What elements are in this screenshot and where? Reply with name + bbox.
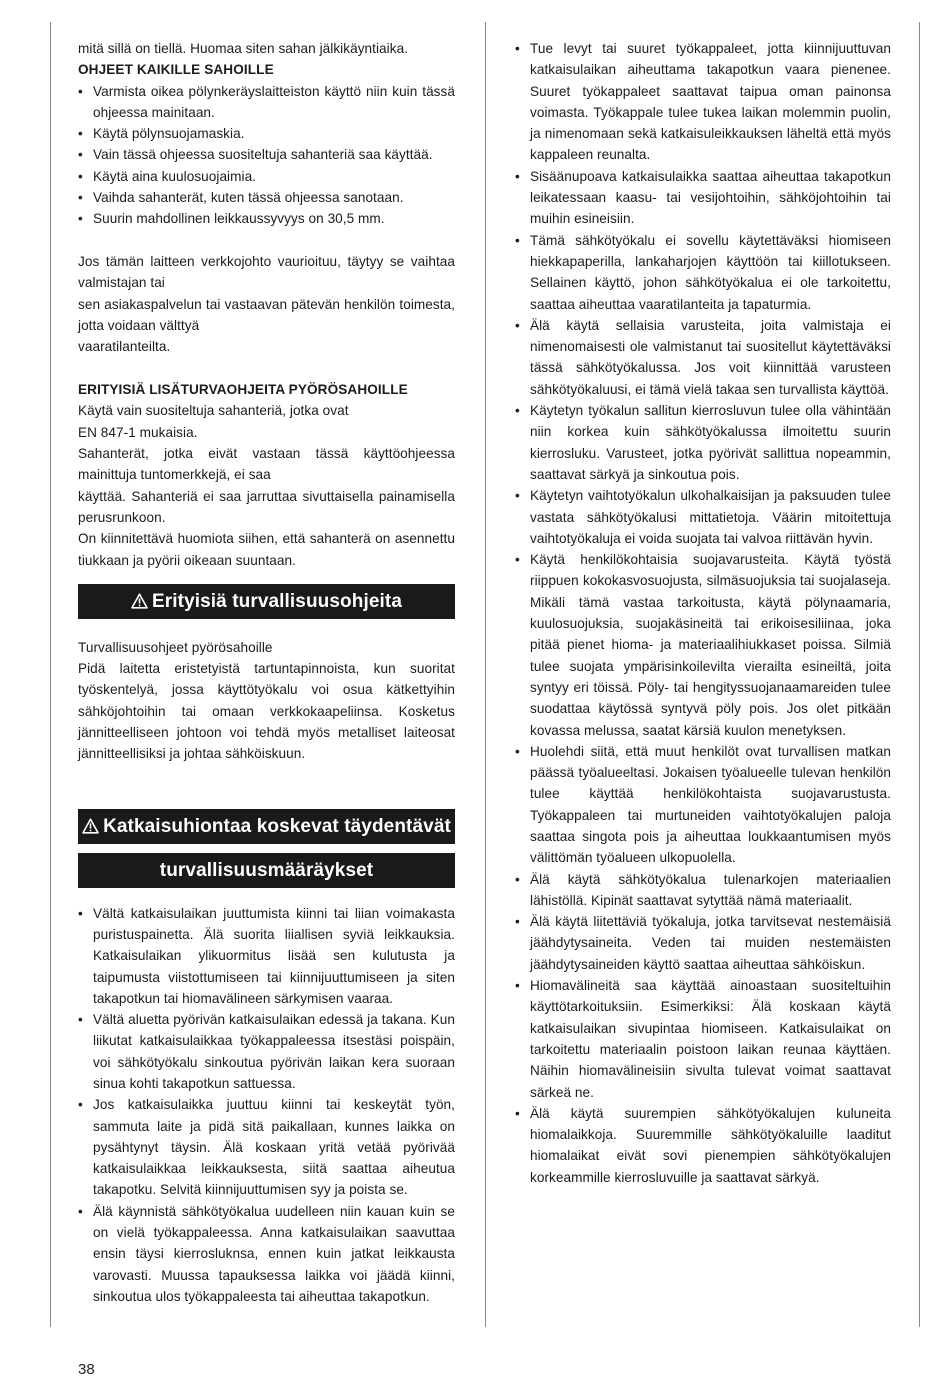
list-item: • Käytä pölynsuojamaskia. (78, 123, 455, 144)
list-item: • Tue levyt tai suuret työkappaleet, jotta kiinnijuuttuvan katkaisulaikan aiheuttama takapotkun vaara pienenee. Suuret työkappaleet saattavat taipua oman painonsa voimasta. Työkappale tulee tukea laikan molemmin puolin, ja nimenomaan sekä katkaisuleikkauksen läheltä että myös kappaleen reunalta. (515, 38, 891, 166)
cutting-safety-title-line2: turvallisuusmääräykset (159, 859, 374, 881)
cutting-list (78, 903, 455, 1308)
list-item: • Sisäänupoava katkaisulaikka saattaa aiheuttaa takapotkun leikatessaan kaasu- tai vesijohtoihin, sähköjohtoihin tai muihin esineisiin. (515, 166, 891, 230)
circular-line: Käytä vain suositeltuja sahanteriä, jotka ovat (78, 403, 349, 419)
list-item: • Jos katkaisulaikka juuttuu kiinni tai keskeytät työn, sammuta laite ja pidä sitä paikallaan, kunnes laikka on pysähtynyt täysin. Älä koskaan yritä vetää pyörivää katkaisulaikkaa leikkauksesta, siitä saattaa aiheutua takapotku. Selvitä kiinnijuuttumisen syy ja poista se. (78, 1094, 455, 1200)
special-paragraph: Pidä laitetta eristetyistä tartuntapinnoista, kun suoritat työskentelyä, jossa käyttötyökalu voi osua kätkettyihin sähköjohtoihin tai omaan verkkokaapeliinsa. Kosketus jännitteelliseen johtoon voi tehdä myös metalliset laiteosat jännitteellisiksi ja johtaa sähköiskuun. (78, 661, 455, 762)
left-column (78, 38, 455, 1307)
cord-paragraph-3: vaaratilanteilta. (78, 339, 171, 355)
special-safety-title: Erityisiä turvallisuusohjeita (152, 590, 402, 612)
special-subtitle: Turvallisuusohjeet pyörösahoille (78, 639, 273, 655)
list-item: • Hiomavälineitä saa käyttää ainoastaan suositeltuihin käyttötarkoituksiin. Esimerkiksi: Älä koskaan käytä katkaisulaikan sivupintaa hiomiseen. Katkaisulaikat on tarkoitettu materiaalin poistoon laikan reunaa käyttäen. Näihin hiomavälineisiin sivulta tulevat voimat saattavat särkeä ne. (515, 975, 891, 1103)
list-item: • Vältä katkaisulaikan juuttumista kiinni tai liian voimakasta puristuspainetta. Älä suorita liiallisen syviä leikkauksia. Katkaisulaikan ylikuormitus lisää sen kulutusta ja taipumusta viistottumiseen tai kiinnijuuttumiseen ja siten takapotkun tai hiomavälineen särkymisen vaaraa. (78, 903, 455, 1009)
list-item: • Älä käytä sähkötyökalua tulenarkojen materiaalien lähistöllä. Kipinät saattavat sytyttää nämä materiaalit. (515, 869, 891, 912)
page-number: 38 (78, 1361, 95, 1378)
column-rule-right (919, 22, 920, 1327)
right-safety-list (515, 38, 891, 1188)
list-item: • Käytetyn vaihtotyökalun ulkohalkaisijan ja paksuuden tulee vastata sähkötyökalusi mittatietoja. Väärin mitoitettuja vaihtotyökaluja ei voida suojata tai valvoa riittävän hyvin. (515, 485, 891, 549)
warning-triangle-icon (82, 818, 99, 834)
all-saws-heading: OHJEET KAIKILLE SAHOILLE (78, 62, 274, 78)
circular-saw-heading: ERITYISIÄ LISÄTURVAOHJEITA PYÖRÖSAHOILLE (78, 382, 408, 398)
list-item: • Älä käytä sellaisia varusteita, joita valmistaja ei nimenomaisesti ole valmistanut tai suositellut käytettäväksi tässä sähkötyökalussa. Jos voit kiinnittää varusteen sähkötyökaluusi, ei tämä vielä takaa sen turvallista käyttöä. (515, 315, 891, 400)
column-rule-left (50, 22, 51, 1327)
cord-paragraph-2: sen asiakaspalvelun tai vastaavan pätevän henkilön toimesta, jotta voidaan välttyä (78, 296, 455, 334)
warning-triangle-icon (131, 593, 148, 609)
cutting-safety-banner-line2 (78, 853, 455, 888)
right-column (515, 38, 891, 1188)
all-saws-list (78, 81, 455, 230)
list-item: • Vain tässä ohjeessa suositeltuja sahanteriä saa käyttää. (78, 144, 455, 165)
list-item: • Älä käytä suurempien sähkötyökalujen kuluneita hiomalaikkoja. Suuremmille sähkötyökaluille laaditut hiomalaikat eivät sovi pienempien sähkötyökalujen korkeammille kierrosluvuille ja saattavat särkyä. (515, 1103, 891, 1188)
list-item: • Älä käytä liitettäviä työkaluja, jotka tarvitsevat nestemäisiä jäähdytysaineita. Veden tai muiden nestemäisten jäähdytysaineiden käyttö saattaa aiheuttaa sähköiskun. (515, 911, 891, 975)
circular-line: Sahanterät, jotka eivät vastaan tässä käyttöohjeessa mainittuja tuntomerkkejä, ei saa (78, 446, 455, 483)
list-item: • Käytetyn työkalun sallitun kierrosluvun tulee olla vähintään niin korkea kuin sähkötyökalussa ilmoitettu suurin kierrosluku. Varusteet, jotka pyörivät sallittua nopeammin, saattavat särkyä ja sinkoutua pois. (515, 400, 891, 485)
list-item: • Älä käynnistä sähkötyökalua uudelleen niin kauan kuin se on vielä työkappaleessa. Anna katkaisulaikan saavuttaa ensin täysi kierrosluknsa, ennen kuin jatkat leikkausta varovasti. Muussa tapauksessa laikka voi jäädä kiinni, sinkoutua ulos työkappaleesta tai aiheuttaa takapotkun. (78, 1201, 455, 1307)
list-item: • Varmista oikea pölynkeräyslaitteiston käyttö niin kuin tässä ohjeessa mainitaan. (78, 81, 455, 124)
list-item: • Tämä sähkötyökalu ei sovellu käytettäväksi hiomiseen hiekkapaperilla, lankaharjojen käyttöön tai kiillotukseen. Sellainen käyttö, johon sähkötyökalua ei ole tarkoitettu, saattaa aiheuttaa vaaratilanteita ja tapaturmia. (515, 230, 891, 315)
list-item: • Suurin mahdollinen leikkaussyvyys on 30,5 mm. (78, 208, 455, 229)
circular-line: käyttää. Sahanteriä ei saa jarruttaa sivuttaisella painamisella perusrunkoon. (78, 488, 455, 525)
circular-line: On kiinnitettävä huomiota siihen, että sahanterä on asennettu tiukkaan ja pyörii oikeaan suuntaan. (78, 531, 455, 568)
list-item: • Käytä henkilökohtaisia suojavarusteita. Käytä työstä riippuen kokokasvosuojusta, silmäsuojuksia tai suojalaseja. Mikäli tämä vastaa tarkoitusta, käytä pölynaamaria, kuulosuojuksia, suojakäsineitä tai erikoisesiliinaa, joka pitää pienet hioma- ja materiaalihiukkaset poissa. Silmiä tulee suojata ympärisinkoilevilta vierailta esineiltä, joita syntyy eri töissä. Pöly- tai hengityssuojanaamareiden tulee suodattaa käytössä syntyvä pöly pois. Jos olet pitkään kovassa melussa, saatat kärsiä kuulon menetyksen. (515, 549, 891, 741)
list-item: • Vältä aluetta pyörivän katkaisulaikan edessä ja takana. Kun liikutat katkaisulaikkaa työkappaleessa itsestäsi poispäin, voi sähkötyökalu sinkoutua pyörivän laikan kera suoraan sinua kohti takapotkun sattuessa. (78, 1009, 455, 1094)
cutting-safety-banner-line1 (78, 809, 455, 844)
list-item: • Käytä aina kuulosuojaimia. (78, 166, 455, 187)
list-item: • Vaihda sahanterät, kuten tässä ohjeessa sanotaan. (78, 187, 455, 208)
special-safety-banner (78, 584, 455, 619)
circular-line: EN 847-1 mukaisia. (78, 424, 198, 440)
intro-line: mitä sillä on tiellä. Huomaa siten sahan jälkikäyntiaika. (78, 41, 409, 56)
cutting-safety-title-line1: Katkaisuhiontaa koskevat täydentävät (103, 815, 451, 837)
cord-paragraph-1: Jos tämän laitteen verkkojohto vaurioituu, täytyy se vaihtaa valmistajan tai (78, 254, 455, 291)
column-rule-center (485, 22, 486, 1327)
list-item: • Huolehdi siitä, että muut henkilöt ovat turvallisen matkan päässä työalueeltasi. Jokaisen työalueelle tulevan henkilön tulee käyttää henkilökohtaista suojavarustusta. Työkappaleen tai murtuneiden vaihtotyökalujen paloja saattaa singota pois ja aiheuttaa loukkaantumisen myös välittömän työalueen ulkopuolella. (515, 741, 891, 869)
